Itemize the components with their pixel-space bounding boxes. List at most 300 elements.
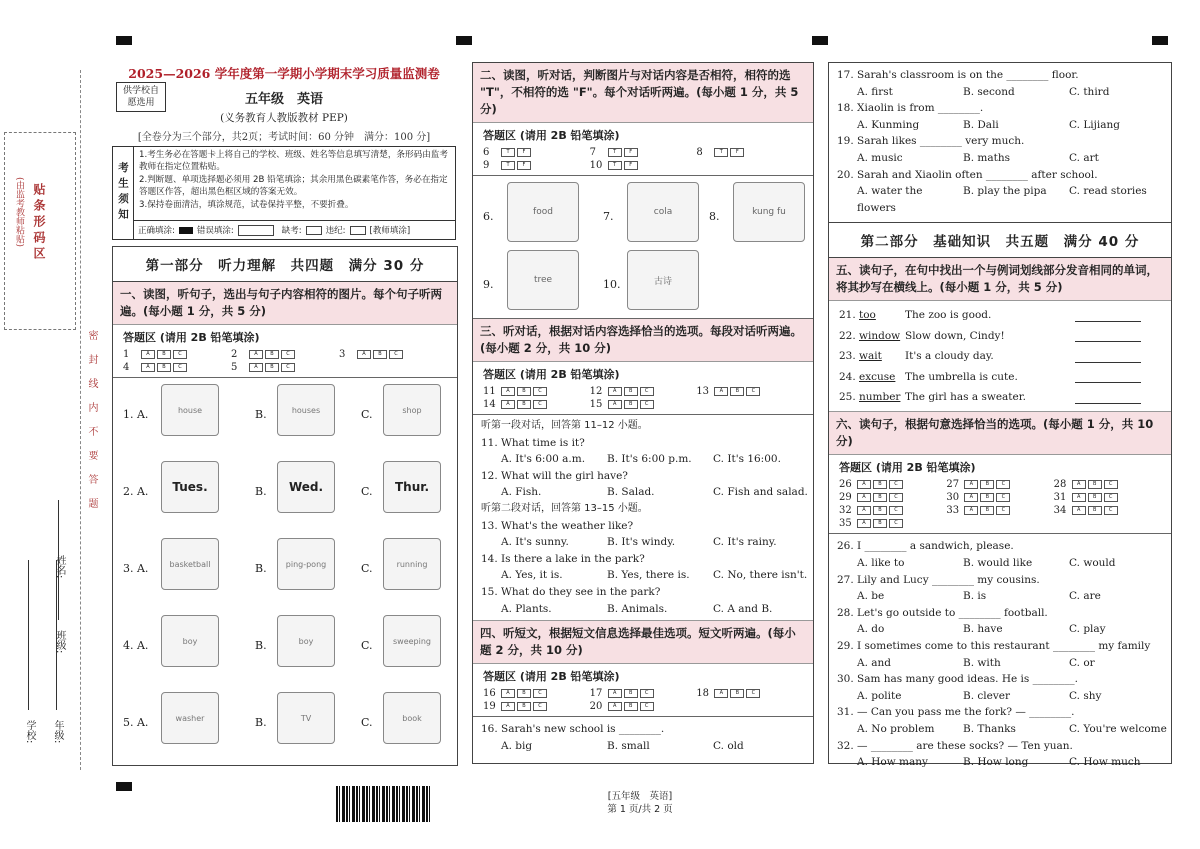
picture-wed[interactable]: Wed. xyxy=(277,461,335,513)
question-options xyxy=(829,588,1171,605)
option-b[interactable]: B. maths xyxy=(963,151,1010,164)
part1-title: 第一部分 听力理解 共四题 满分 30 分 xyxy=(113,247,457,282)
answer-bubble[interactable]: A xyxy=(964,493,978,502)
option-c[interactable]: C. third xyxy=(1069,85,1110,98)
answer-bubble[interactable]: C xyxy=(746,387,760,396)
picture-label: B. xyxy=(255,485,267,498)
seal-line xyxy=(80,70,81,770)
sentence: The zoo is good. xyxy=(905,309,992,322)
option-a[interactable]: A. be xyxy=(857,590,885,603)
sec4-answer-title: 答题区 (请用 2B 铅笔填涂) xyxy=(483,670,620,684)
footer-page: 第 1 页/共 2 页 xyxy=(607,804,673,815)
answer-bubble[interactable]: C xyxy=(996,493,1010,502)
fill-wrong-sample xyxy=(238,225,274,236)
picture-label: 1. A. xyxy=(123,408,149,421)
answer-bubble[interactable]: B xyxy=(265,363,279,372)
example-word: too xyxy=(859,309,876,322)
answer-item xyxy=(123,349,231,360)
option-c[interactable]: C. old xyxy=(713,739,744,752)
option-b[interactable]: B. Animals. xyxy=(607,602,668,615)
example-word: number xyxy=(859,390,901,403)
registration-mark xyxy=(116,782,132,791)
answer-bubble[interactable]: A xyxy=(501,689,515,698)
barcode-paste-area xyxy=(4,132,76,330)
answer-bubble[interactable]: C xyxy=(281,363,295,372)
answer-bubble[interactable]: A xyxy=(964,506,978,515)
answer-bubble[interactable]: C xyxy=(640,387,654,396)
footer xyxy=(560,790,720,816)
question-options xyxy=(829,117,1171,134)
answer-bubble[interactable]: A xyxy=(714,689,728,698)
answer-bubble[interactable]: C xyxy=(640,702,654,711)
answer-number: 7 xyxy=(589,147,597,158)
answer-item xyxy=(1054,492,1161,503)
answer-bubble[interactable]: B xyxy=(624,387,638,396)
notice-box xyxy=(112,146,456,240)
answer-bubble[interactable]: F xyxy=(730,148,744,157)
violation-box[interactable] xyxy=(350,226,366,235)
answer-bubble[interactable]: F xyxy=(517,161,531,170)
answer-bubble[interactable]: A xyxy=(1072,493,1086,502)
option-c[interactable]: C. shy xyxy=(1069,689,1102,702)
answer-bubble[interactable]: F xyxy=(517,148,531,157)
answer-bubble[interactable]: A xyxy=(501,387,515,396)
sec6-answer-title: 答题区 (请用 2B 铅笔填涂) xyxy=(839,461,976,475)
answer-blank[interactable] xyxy=(1075,370,1141,383)
answer-item xyxy=(590,399,697,410)
answer-blank[interactable] xyxy=(1075,309,1141,322)
option-b[interactable]: B. Dali xyxy=(963,118,999,131)
picture-label: 4. A. xyxy=(123,639,149,652)
sec2-answer-area xyxy=(473,123,813,176)
option-b[interactable]: B. second xyxy=(963,85,1015,98)
option-a[interactable]: A. It's sunny. xyxy=(501,536,569,549)
answer-bubble[interactable]: B xyxy=(980,506,994,515)
answer-number: 14 xyxy=(483,399,496,410)
picture-label: B. xyxy=(255,716,267,729)
picture-item[interactable]: cola xyxy=(627,182,699,242)
sec4-answer-area xyxy=(473,664,813,717)
answer-bubble[interactable]: C xyxy=(889,519,903,528)
answer-bubble[interactable]: C xyxy=(533,702,547,711)
question-options xyxy=(473,738,813,755)
answer-item xyxy=(946,479,1053,490)
sentence: The girl has a sweater. xyxy=(905,390,1026,403)
answer-bubble[interactable]: A xyxy=(857,506,871,515)
answer-bubble[interactable]: B xyxy=(873,480,887,489)
picture-thur[interactable]: Thur. xyxy=(383,461,441,513)
picture-washer[interactable]: washer xyxy=(161,692,219,744)
answer-blank[interactable] xyxy=(1075,329,1141,342)
answer-bubble[interactable]: A xyxy=(714,387,728,396)
answer-bubble[interactable]: A xyxy=(857,480,871,489)
exam-title: 2025—2026 学年度第一学期小学期末学习质量监测卷 xyxy=(128,66,440,81)
answer-number: 3 xyxy=(339,349,346,360)
answer-bubble[interactable]: C xyxy=(389,350,403,359)
school-choice-box: 供学校自愿选用 xyxy=(116,82,166,112)
option-a[interactable]: A. Fish. xyxy=(501,486,542,499)
answer-bubble[interactable]: A xyxy=(857,493,871,502)
registration-mark xyxy=(456,36,472,45)
picture-label: 6. xyxy=(483,210,494,223)
sec3-intro-1: 听第一段对话，回答第 11–12 小题。 xyxy=(481,420,648,431)
seal-line-text: 密封线内不要答题 xyxy=(86,330,97,522)
answer-number: 32 xyxy=(839,505,852,517)
answer-bubble[interactable]: C xyxy=(640,400,654,409)
picture-label: B. xyxy=(255,639,267,652)
answer-bubble[interactable]: B xyxy=(624,400,638,409)
question-options xyxy=(829,754,1171,771)
sec1-pictures xyxy=(113,378,457,770)
footer-subject: [五年级 英语] xyxy=(607,791,673,802)
registration-mark xyxy=(116,36,132,45)
answer-bubble[interactable]: B xyxy=(980,493,994,502)
answer-blank[interactable] xyxy=(1075,391,1141,404)
picture-label: 5. A. xyxy=(123,716,149,729)
answer-bubble[interactable]: A xyxy=(964,480,978,489)
example-word: wait xyxy=(859,350,882,363)
violation-label: 违纪: xyxy=(325,226,346,236)
answer-bubble[interactable]: A xyxy=(608,689,622,698)
answer-item xyxy=(839,492,946,503)
answer-item xyxy=(590,160,697,171)
picture-tv[interactable]: TV xyxy=(277,692,335,744)
answer-bubble[interactable]: B xyxy=(517,400,531,409)
option-b[interactable]: B. clever xyxy=(963,689,1011,702)
exam-info: [全卷分为三个部分，共2页；考试时间：60 分钟 满分：100 分] xyxy=(137,132,431,143)
answer-item xyxy=(339,349,447,360)
picture-shop[interactable]: shop xyxy=(383,384,441,436)
absent-label: 缺考: xyxy=(281,226,302,236)
option-c[interactable]: C. would xyxy=(1069,556,1116,569)
example-word: excuse xyxy=(859,370,896,383)
answer-bubble[interactable]: B xyxy=(1088,506,1102,515)
answer-bubble[interactable]: B xyxy=(730,689,744,698)
answer-bubble[interactable]: B xyxy=(265,350,279,359)
question-text: 11. What time is it? xyxy=(481,436,585,449)
answer-bubble[interactable]: C xyxy=(173,350,187,359)
option-c[interactable]: C. read stories xyxy=(1069,185,1147,198)
picture-boy[interactable]: boy xyxy=(161,615,219,667)
option-a[interactable]: A. big xyxy=(501,739,533,752)
answer-bubble[interactable]: F xyxy=(624,148,638,157)
absent-box[interactable] xyxy=(306,226,322,235)
option-c[interactable]: C. How much xyxy=(1069,756,1141,769)
grade-label: 年级: xyxy=(52,720,63,744)
option-b[interactable]: B. Salad. xyxy=(607,486,655,499)
pronunciation-item xyxy=(829,367,1171,387)
item-number: 23. xyxy=(839,350,856,363)
sec1-answer-area xyxy=(113,325,457,378)
answer-item xyxy=(483,386,590,397)
answer-bubble[interactable]: T xyxy=(608,148,622,157)
question-text: 32. — ________ are these socks? — Ten yuan. xyxy=(837,739,1073,752)
sentence: The umbrella is cute. xyxy=(905,370,1018,383)
answer-number: 18 xyxy=(696,688,710,700)
answer-bubble[interactable]: A xyxy=(1072,480,1086,489)
answer-bubble[interactable]: C xyxy=(533,400,547,409)
answer-bubble[interactable]: B xyxy=(1088,493,1102,502)
answer-bubble[interactable]: B xyxy=(517,387,531,396)
school-line xyxy=(28,560,29,710)
answer-number: 34 xyxy=(1053,505,1067,517)
picture-book[interactable]: book xyxy=(383,692,441,744)
answer-bubble[interactable]: C xyxy=(996,480,1010,489)
option-b[interactable]: B. play the pipa xyxy=(963,185,1047,198)
answer-number: 10 xyxy=(589,160,603,171)
answer-bubble[interactable]: C xyxy=(173,363,187,372)
answer-blank[interactable] xyxy=(1075,350,1141,363)
answer-bubble[interactable]: C xyxy=(1104,480,1118,489)
column-3 xyxy=(828,62,1172,769)
registration-mark xyxy=(1152,36,1168,45)
picture-item[interactable]: tree xyxy=(507,250,579,310)
option-c[interactable]: C. It's rainy. xyxy=(713,536,777,549)
question-options xyxy=(473,567,813,584)
answer-bubble[interactable]: C xyxy=(996,506,1010,515)
question-text: 28. Let's go outside to ________ football. xyxy=(837,606,1048,619)
answer-bubble[interactable]: A xyxy=(608,400,622,409)
paste-area-note: (由监考教师粘贴) xyxy=(14,177,24,248)
notice-2: 2.判断题、单项选择题必须用 2B 铅笔填涂；其余用黑色碳素笔作答，务必在指定答题区作答，超出黑色框区域的答案无效。 xyxy=(139,174,448,198)
answer-bubble[interactable]: C xyxy=(889,506,903,515)
item-number: 25. xyxy=(839,390,856,403)
school-label: 学校: xyxy=(24,720,35,744)
option-c[interactable]: C. Lijiang xyxy=(1069,118,1121,131)
option-c[interactable]: C. You're welcome xyxy=(1069,722,1167,735)
picture-sweeping[interactable]: sweeping xyxy=(383,615,441,667)
picture-basketball[interactable]: basketball xyxy=(161,538,219,590)
answer-bubble[interactable]: C xyxy=(640,689,654,698)
option-c[interactable]: C. or xyxy=(1069,656,1095,669)
answer-item xyxy=(839,518,946,529)
question-options xyxy=(829,621,1171,638)
answer-item xyxy=(483,147,590,158)
option-c[interactable]: C. A and B. xyxy=(713,602,773,615)
fill-correct-label: 正确填涂: xyxy=(138,226,175,236)
answer-bubble[interactable]: T xyxy=(714,148,728,157)
question-text: 18. Xiaolin is from ________. xyxy=(837,102,984,115)
answer-item xyxy=(590,688,697,699)
question-options xyxy=(473,451,813,468)
answer-bubble[interactable]: B xyxy=(873,506,887,515)
picture-item[interactable]: food xyxy=(507,182,579,242)
pronunciation-item xyxy=(829,326,1171,346)
question-options xyxy=(829,688,1171,705)
picture-label: B. xyxy=(255,408,267,421)
exam-header xyxy=(112,62,456,242)
picture-pingpong[interactable]: ping-pong xyxy=(277,538,335,590)
notice-3: 3.保持卷面清洁，填涂规范，试卷保持平整，不要折叠。 xyxy=(139,199,354,210)
answer-bubble[interactable]: C xyxy=(533,387,547,396)
answer-bubble[interactable]: B xyxy=(517,702,531,711)
question-text: 17. Sarah's classroom is on the ________ floor. xyxy=(837,69,1079,81)
notice-label: 考生须知 xyxy=(113,147,134,239)
example-word: window xyxy=(859,329,901,342)
option-b[interactable]: B. have xyxy=(963,623,1003,636)
option-c[interactable]: C. No, there isn't. xyxy=(713,569,808,582)
option-c[interactable]: C. art xyxy=(1069,151,1099,164)
answer-bubble[interactable]: A xyxy=(608,387,622,396)
picture-house[interactable]: house xyxy=(161,384,219,436)
answer-bubble[interactable]: B xyxy=(624,689,638,698)
answer-bubble[interactable]: A xyxy=(249,350,263,359)
question-options xyxy=(829,84,1171,101)
answer-bubble[interactable]: T xyxy=(501,148,515,157)
answer-item xyxy=(1054,479,1161,490)
picture-houses[interactable]: houses xyxy=(277,384,335,436)
picture-tues[interactable]: Tues. xyxy=(161,461,219,513)
sec3-answer-title: 答题区 (请用 2B 铅笔填涂) xyxy=(483,368,620,381)
answer-item xyxy=(839,505,946,516)
option-a[interactable]: A. water the flowers xyxy=(857,185,923,214)
answer-item xyxy=(483,399,590,410)
option-a[interactable]: A. How many xyxy=(857,756,928,769)
option-b[interactable]: B. with xyxy=(963,656,1001,669)
question-text: 30. Sam has many good ideas. He is ________. xyxy=(837,673,1078,686)
option-b[interactable]: B. would like xyxy=(963,556,1033,569)
sentence: Slow down, Cindy! xyxy=(905,329,1005,342)
picture-running[interactable]: running xyxy=(383,538,441,590)
sec6-answer-area xyxy=(829,455,1171,534)
picture-item[interactable]: 古诗 xyxy=(627,250,699,310)
picture-label: C. xyxy=(361,639,373,652)
answer-bubble[interactable]: B xyxy=(624,702,638,711)
answer-bubble[interactable]: A xyxy=(141,350,155,359)
answer-number: 19 xyxy=(483,701,496,713)
option-b[interactable]: B. Yes, there is. xyxy=(607,569,690,582)
option-a[interactable]: A. Yes, it is. xyxy=(501,569,563,582)
answer-item xyxy=(590,147,697,158)
answer-bubble[interactable]: B xyxy=(980,480,994,489)
question-text: 14. Is there a lake in the park? xyxy=(481,552,645,565)
answer-number: 15 xyxy=(589,399,603,410)
option-a[interactable]: A. Kunming xyxy=(857,118,920,131)
answer-bubble[interactable]: C xyxy=(1104,493,1118,502)
answer-number: 17 xyxy=(589,688,603,700)
answer-bubble[interactable]: A xyxy=(1072,506,1086,515)
pronunciation-item xyxy=(829,387,1171,407)
question-text: 27. Lily and Lucy ________ my cousins. xyxy=(837,573,1040,586)
answer-bubble[interactable]: A xyxy=(357,350,371,359)
option-a[interactable]: A. like to xyxy=(857,556,905,569)
answer-bubble[interactable]: A xyxy=(501,400,515,409)
question-text: 31. — Can you pass me the fork? — ________. xyxy=(837,706,1075,719)
option-a[interactable]: A. It's 6:00 a.m. xyxy=(501,453,586,466)
sec5-head: 五、读句子，在句中找出一个与例词划线部分发音相同的单词，将其抄写在横线上。(每小题 1 分，共 5 分) xyxy=(829,258,1171,301)
question-text: 19. Sarah likes ________ very much. xyxy=(837,135,1025,148)
teacher-fill-label: [教师填涂] xyxy=(369,226,411,236)
question-text: 12. What will the girl have? xyxy=(481,469,628,482)
answer-number: 1 xyxy=(123,349,130,360)
option-a[interactable]: A. do xyxy=(857,623,885,636)
answer-number: 31 xyxy=(1053,492,1067,504)
question-text: 20. Sarah and Xiaolin often ________ after school. xyxy=(837,168,1098,181)
picture-label: 9. xyxy=(483,278,494,291)
picture-label: 2. A. xyxy=(123,485,149,498)
option-a[interactable]: A. No problem xyxy=(857,722,935,735)
answer-number: 12 xyxy=(589,386,603,397)
option-a[interactable]: A. Plants. xyxy=(501,602,552,615)
answer-bubble[interactable]: C xyxy=(1104,506,1118,515)
question-options xyxy=(829,655,1171,672)
answer-bubble[interactable]: B xyxy=(157,350,171,359)
answer-item xyxy=(696,386,803,397)
option-b[interactable]: B. It's 6:00 p.m. xyxy=(607,453,692,466)
option-c[interactable]: C. play xyxy=(1069,623,1106,636)
option-c[interactable]: C. Fish and salad. xyxy=(713,486,808,499)
answer-number: 13 xyxy=(696,386,710,397)
answer-bubble[interactable]: A xyxy=(608,702,622,711)
option-a[interactable]: A. first xyxy=(857,85,893,98)
question-options xyxy=(829,183,1171,216)
answer-number: 30 xyxy=(946,492,960,504)
option-b[interactable]: B. It's windy. xyxy=(607,536,676,549)
answer-bubble[interactable]: B xyxy=(873,493,887,502)
answer-bubble[interactable]: B xyxy=(517,689,531,698)
option-c[interactable]: C. are xyxy=(1069,590,1101,603)
answer-bubble[interactable]: B xyxy=(1088,480,1102,489)
answer-bubble[interactable]: T xyxy=(501,161,515,170)
answer-bubble[interactable]: C xyxy=(281,350,295,359)
option-a[interactable]: A. and xyxy=(857,656,892,669)
name-label: 姓名: xyxy=(54,555,65,579)
option-c[interactable]: C. It's 16:00. xyxy=(713,453,781,466)
answer-bubble[interactable]: A xyxy=(249,363,263,372)
question-text: 29. I sometimes come to this restaurant ________ my family xyxy=(837,639,1151,652)
answer-bubble[interactable]: A xyxy=(857,519,871,528)
option-b[interactable]: B. Thanks xyxy=(963,722,1016,735)
answer-number: 2 xyxy=(231,349,238,360)
answer-item xyxy=(483,688,590,699)
answer-bubble[interactable]: C xyxy=(533,689,547,698)
registration-mark xyxy=(812,36,828,45)
picture-label: C. xyxy=(361,562,373,575)
option-b[interactable]: B. small xyxy=(607,739,650,752)
question-text: 26. I ________ a sandwich, please. xyxy=(837,540,1014,553)
option-a[interactable]: A. music xyxy=(857,151,903,164)
answer-bubble[interactable]: F xyxy=(624,161,638,170)
answer-number: 11 xyxy=(483,386,496,397)
picture-boy[interactable]: boy xyxy=(277,615,335,667)
answer-item xyxy=(483,701,590,712)
option-b[interactable]: B. is xyxy=(963,590,987,603)
picture-label: 3. A. xyxy=(123,562,149,575)
option-b[interactable]: B. How long xyxy=(963,756,1029,769)
answer-bubble[interactable]: C xyxy=(889,493,903,502)
answer-bubble[interactable]: B xyxy=(157,363,171,372)
textbook-info: (义务教育人教版教材 PEP) xyxy=(220,112,348,124)
question-options xyxy=(829,150,1171,167)
answer-bubble[interactable]: A xyxy=(141,363,155,372)
question-text: 15. What do they see in the park? xyxy=(481,585,661,598)
picture-item[interactable]: kung fu xyxy=(733,182,805,242)
answer-bubble[interactable]: B xyxy=(730,387,744,396)
item-number: 22. xyxy=(839,329,856,342)
answer-bubble[interactable]: B xyxy=(373,350,387,359)
grade-subject: 五年级 英语 xyxy=(244,92,323,107)
answer-number: 9 xyxy=(483,160,490,171)
answer-bubble[interactable]: T xyxy=(608,161,622,170)
option-a[interactable]: A. polite xyxy=(857,689,902,702)
barcode xyxy=(336,786,432,822)
sec6-head: 六、读句子，根据句意选择恰当的选项。(每小题 1 分，共 10 分) xyxy=(829,411,1171,455)
class-line xyxy=(58,500,59,620)
answer-bubble[interactable]: B xyxy=(873,519,887,528)
answer-bubble[interactable]: C xyxy=(889,480,903,489)
answer-bubble[interactable]: C xyxy=(746,689,760,698)
answer-bubble[interactable]: A xyxy=(501,702,515,711)
